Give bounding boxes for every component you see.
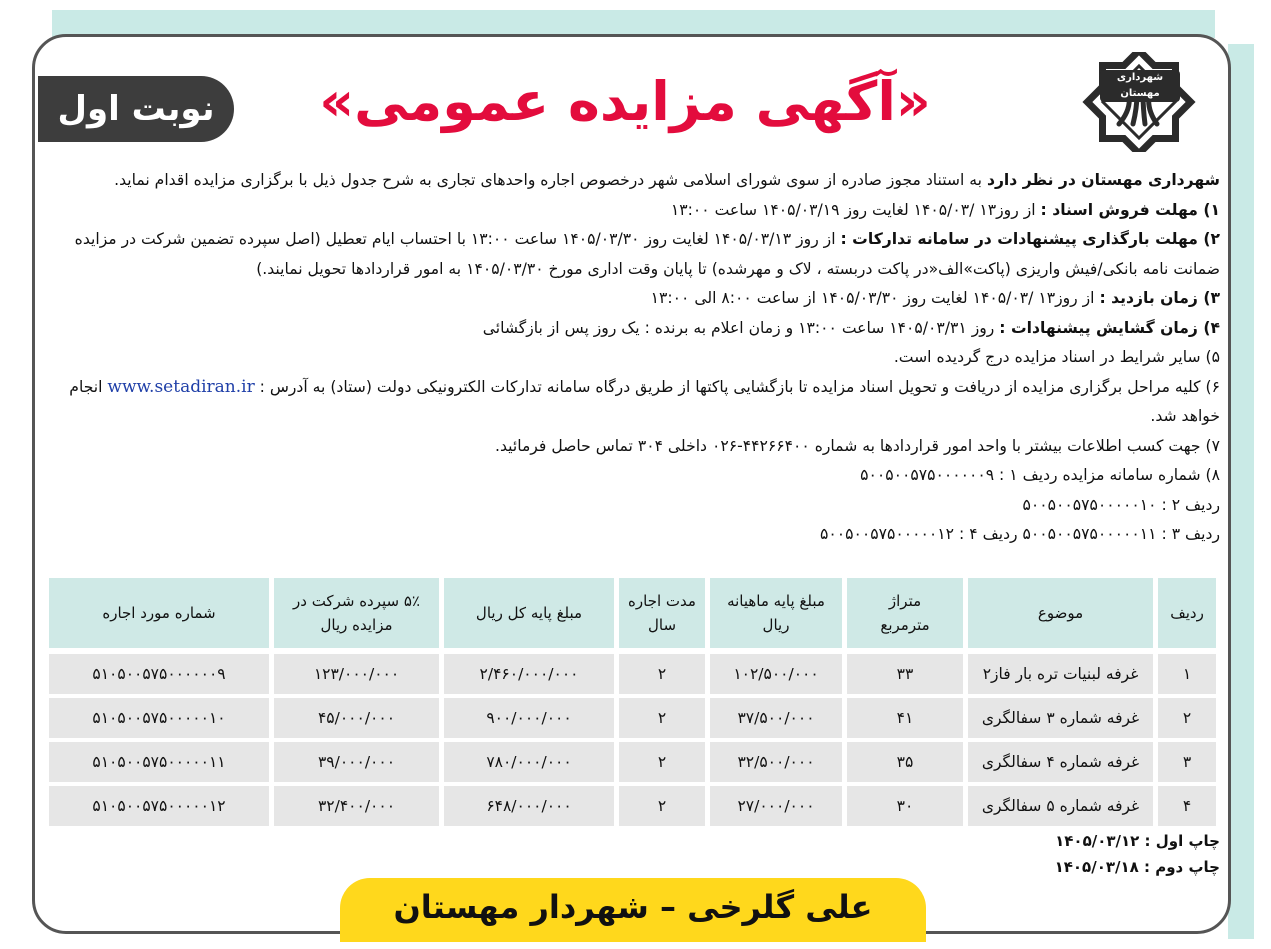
table-cell-subject: غرفه شماره ۳ سفالگری — [968, 698, 1153, 738]
table-header-row-number — [1158, 578, 1216, 648]
table-header-label: ردیف — [1170, 604, 1204, 622]
print-round-badge — [38, 76, 234, 142]
table-header-monthly-base-price — [710, 578, 842, 648]
table-cell-total-base-price: ۶۴۸/۰۰۰/۰۰۰ — [444, 786, 614, 826]
table-cell-area: ۳۰ — [847, 786, 963, 826]
table-cell-subject: غرفه لبنیات تره بار فاز۲ — [968, 654, 1153, 694]
notice-title: «آگهی مزایده عمومی» — [319, 70, 931, 133]
table-cell-subject: غرفه شماره ۵ سفالگری — [968, 786, 1153, 826]
table-header-label: ۵٪ سپرده شرکت در مزایده ریال — [293, 592, 420, 634]
first-print-date: چاپ اول : ۱۴۰۵/۰۳/۱۲ — [1055, 832, 1220, 850]
table-header-label: موضوع — [1037, 604, 1084, 622]
table-cell-area: ۴۱ — [847, 698, 963, 738]
table-cell-lease-item-number: ۵۱۰۵۰۰۵۷۵۰۰۰۰۰۱۰ — [49, 698, 269, 738]
intro-line — [44, 166, 1220, 196]
table-cell-row-number: ۴ — [1158, 786, 1216, 826]
item-2: ۲) مهلت بارگذاری پیشنهادات در سامانه تدارکات : از روز ۱۴۰۵/۰۳/۱۳ لغایت روز ۱۴۰۵/۰۳/۳۰ ساعت ۱۳:۰۰ با احتساب ایام تعطیل (اصل سپرده تضمین شرکت در مزایده — [74, 230, 1220, 248]
item-7: ۷) جهت کسب اطلاعات بیشتر با واحد امور قراردادها به شماره ۴۴۲۶۶۴۰۰-۰۲۶ داخلی ۳۰۴ تماس حاصل فرمائید. — [495, 436, 1220, 455]
table-cell-row-number: ۲ — [1158, 698, 1216, 738]
table-cell-monthly-base-price: ۲۷/۰۰۰/۰۰۰ — [710, 786, 842, 826]
table-header-subject — [968, 578, 1153, 648]
table-header-label: شماره مورد اجاره — [102, 604, 216, 622]
table-cell-deposit: ۱۲۳/۰۰۰/۰۰۰ — [274, 654, 439, 694]
table-cell-row-number: ۱ — [1158, 654, 1216, 694]
table-cell-monthly-base-price: ۳۷/۵۰۰/۰۰۰ — [710, 698, 842, 738]
item-3: ۳) زمان بازدید : از روز۱۳ /۱۴۰۵/۰۳ لغایت روز ۱۴۰۵/۰۳/۳۰ از ساعت ۸:۰۰ الی ۱۳:۰۰ — [650, 289, 1220, 307]
footer-banner — [340, 878, 926, 942]
intro-text: به استناد مجوز صادره از سوی شورای اسلامی شهر درخصوص اجاره واحدهای تجاری به شرح جدول ذیل با برگزاری مزایده اقدام نماید. — [114, 171, 987, 189]
table-cell-subject: غرفه شماره ۴ سفالگری — [968, 742, 1153, 782]
table-header-label: مبلغ پایه کل ریال — [475, 604, 583, 622]
item-1: ۱) مهلت فروش اسناد : از روز۱۳ /۱۴۰۵/۰۳ لغایت روز ۱۴۰۵/۰۳/۱۹ ساعت ۱۳:۰۰ — [670, 200, 1220, 219]
right-decor-band — [1228, 44, 1254, 939]
table-header-lease-term — [619, 578, 705, 648]
table-header-label: مدت اجاره سال — [628, 592, 696, 634]
table-cell-lease-item-number: ۵۱۰۵۰۰۵۷۵۰۰۰۰۰۱۱ — [49, 742, 269, 782]
table-cell-lease-item-number: ۵۱۰۵۰۰۵۷۵۰۰۰۰۰۰۹ — [49, 654, 269, 694]
item-2-cont: ضمانت نامه بانکی/فیش واریزی (پاکت»الف«در پاکت دربسته ، لاک و مهرشده) تا پایان وقت اداری مورخ ۱۴۰۵/۰۳/۳۰ به امور قراردادها تحویل نمایند.) — [256, 259, 1220, 278]
table-cell-row-number: ۳ — [1158, 742, 1216, 782]
table-cell-lease-term: ۲ — [619, 786, 705, 826]
item-6: ۶) کلیه مراحل برگزاری مزایده از دریافت و تحویل اسناد مزایده تا بازگشایی پاکتها از طریق درگاه سامانه تدارکات الکترونیکی دولت (ستاد) به آدرس : www.setadiran.ir انجام — [69, 376, 1220, 397]
table-cell-monthly-base-price: ۱۰۲/۵۰۰/۰۰۰ — [710, 654, 842, 694]
intro-bold: شهرداری مهستان در نظر دارد — [986, 171, 1220, 189]
second-print-date: چاپ دوم : ۱۴۰۵/۰۳/۱۸ — [1054, 858, 1220, 876]
table-cell-lease-term: ۲ — [619, 698, 705, 738]
table-header-label: مبلغ پایه ماهیانه ریال — [727, 592, 825, 634]
item-4: ۴) زمان گشایش پیشنهادات : روز ۱۴۰۵/۰۳/۳۱ ساعت ۱۳:۰۰ و زمان اعلام به برنده : یک روز پس از بازگشائی — [482, 318, 1220, 337]
table-cell-area: ۳۵ — [847, 742, 963, 782]
item-5: ۵) سایر شرایط در اسناد مزایده درج گردیده است. — [893, 348, 1220, 366]
item-8-row2: ردیف ۲ : ۵۰۰۵۰۰۵۷۵۰۰۰۰۰۱۰ — [1022, 495, 1220, 514]
table-header-deposit — [274, 578, 439, 648]
notice-body — [44, 166, 1220, 550]
mayor-signature-line: علی گلرخی – شهردار مهستان — [393, 888, 873, 926]
table-cell-lease-term: ۲ — [619, 742, 705, 782]
table-cell-total-base-price: ۲/۴۶۰/۰۰۰/۰۰۰ — [444, 654, 614, 694]
table-header-total-base-price — [444, 578, 614, 648]
table-cell-lease-term: ۲ — [619, 654, 705, 694]
badge-label: نوبت اول — [57, 89, 215, 129]
auction-table — [49, 578, 1216, 834]
table-cell-total-base-price: ۹۰۰/۰۰۰/۰۰۰ — [444, 698, 614, 738]
table-header-label: متراژ مترمربع — [880, 592, 930, 634]
table-cell-deposit: ۳۹/۰۰۰/۰۰۰ — [274, 742, 439, 782]
item-8: ۸) شماره سامانه مزایده ردیف ۱ : ۵۰۰۵۰۰۵۷۵۰۰۰۰۰۰۹ — [860, 466, 1220, 484]
table-cell-monthly-base-price: ۳۲/۵۰۰/۰۰۰ — [710, 742, 842, 782]
table-header-lease-item-number — [49, 578, 269, 648]
item-6-cont: خواهد شد. — [1150, 407, 1220, 425]
table-cell-lease-item-number: ۵۱۰۵۰۰۵۷۵۰۰۰۰۰۱۲ — [49, 786, 269, 826]
table-cell-deposit: ۳۲/۴۰۰/۰۰۰ — [274, 786, 439, 826]
table-cell-total-base-price: ۷۸۰/۰۰۰/۰۰۰ — [444, 742, 614, 782]
logo-lettering: شهرداری مهستان — [1100, 70, 1180, 102]
table-cell-area: ۳۳ — [847, 654, 963, 694]
item-8-row3: ردیف ۳ : ۵۰۰۵۰۰۵۷۵۰۰۰۰۰۱۱ ردیف ۴ : ۵۰۰۵۰۰۵۷۵۰۰۰۰۰۱۲ — [820, 525, 1220, 543]
table-cell-deposit: ۴۵/۰۰۰/۰۰۰ — [274, 698, 439, 738]
table-header-area — [847, 578, 963, 648]
setadiran-link[interactable]: www.setadiran.ir — [107, 376, 255, 397]
mahestan-municipality-logo — [1078, 52, 1200, 152]
